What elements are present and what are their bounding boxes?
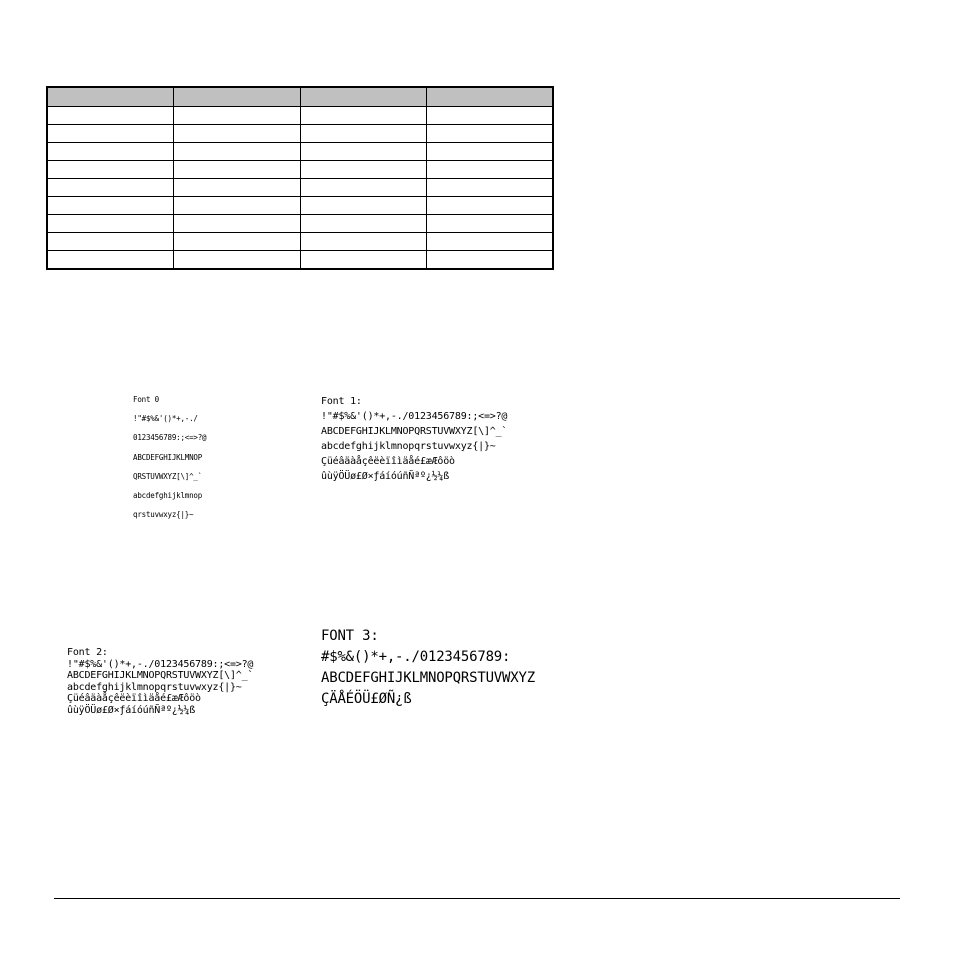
table-cell — [300, 161, 427, 179]
table-cell — [47, 215, 174, 233]
font-1-title: Font 1: — [321, 396, 362, 407]
table-cell — [427, 197, 554, 215]
font-0-sample — [133, 390, 206, 524]
table-row — [47, 107, 553, 125]
table-cell — [427, 251, 554, 270]
table-cell — [47, 179, 174, 197]
table-row — [47, 125, 553, 143]
font-2-title: Font 2: — [67, 647, 108, 658]
font-0-line: ABCDEFGHIJKLMNOP — [133, 452, 203, 462]
table-cell — [427, 107, 554, 125]
table-row — [47, 251, 553, 270]
font-2-line: ABCDEFGHIJKLMNOPQRSTUVWXYZ[\]^_` — [67, 670, 254, 681]
table-cell — [174, 161, 301, 179]
table-cell — [427, 143, 554, 161]
column-header — [174, 87, 301, 107]
table-cell — [427, 161, 554, 179]
table-cell — [47, 107, 174, 125]
table-row — [47, 179, 553, 197]
table-cell — [47, 143, 174, 161]
table-cell — [174, 251, 301, 270]
column-header — [300, 87, 427, 107]
table-cell — [300, 179, 427, 197]
table-cell — [300, 125, 427, 143]
footer-divider — [54, 898, 900, 899]
font-2-line: abcdefghijklmnopqrstuvwxyz{|}~ — [67, 681, 242, 693]
font-0-line: qrstuvwxyz{|}~ — [133, 510, 194, 520]
font-1-line: ABCDEFGHIJKLMNOPQRSTUVWXYZ[\]^_` — [321, 426, 508, 437]
font-3-line: ABCDEFGHIJKLMNOPQRSTUVWXYZ — [321, 670, 535, 686]
font-1-sample — [321, 394, 507, 484]
table-cell — [300, 143, 427, 161]
font-table — [46, 86, 554, 270]
table-cell — [174, 107, 301, 125]
table-cell — [300, 233, 427, 251]
table-cell — [427, 233, 554, 251]
table-cell — [47, 233, 174, 251]
table-cell — [300, 215, 427, 233]
table-cell — [174, 215, 301, 233]
table-cell — [174, 125, 301, 143]
font-0-title: Font 0 — [133, 395, 159, 404]
table-row — [47, 233, 553, 251]
column-header — [427, 87, 554, 107]
table-row — [47, 161, 553, 179]
font-3-sample — [321, 626, 535, 710]
table-cell — [427, 215, 554, 233]
table-cell — [300, 251, 427, 270]
table-cell — [174, 143, 301, 161]
font-2-sample — [67, 647, 253, 716]
font-3-line: ÇÄÅÉÖÜ£ØÑ¿ß — [321, 691, 412, 707]
table-cell — [427, 125, 554, 143]
font-1-line: Çüéâäàåçêëèïîìäåé£æÆôöò — [321, 456, 455, 467]
font-0-line: 0123456789:;<=>?@ — [133, 433, 207, 443]
font-1-line: !"#$%&'()*+,-./0123456789:;<=>?@ — [321, 411, 508, 422]
table-cell — [300, 107, 427, 125]
font-2-line: !"#$%&'()*+,-./0123456789:;<=>?@ — [67, 658, 254, 670]
table-row — [47, 215, 553, 233]
font-0-line: QRSTUVWXYZ[\]^_` — [133, 471, 203, 481]
column-header — [47, 87, 174, 107]
table-cell — [174, 179, 301, 197]
table-row — [47, 143, 553, 161]
table-cell — [427, 179, 554, 197]
font-3-line: #$%&()*+,-./0123456789: — [321, 649, 511, 665]
table-cell — [47, 197, 174, 215]
font-1-line: ûùÿÖÜø£Ø×ƒáíóúñÑªº¿½¼ß — [321, 471, 450, 482]
font-3-title: FONT 3: — [321, 628, 379, 644]
font-0-line: abcdefghijklmnop — [133, 491, 203, 501]
font-1-line: abcdefghijklmnopqrstuvwxyz{|}~ — [321, 441, 496, 452]
table-cell — [300, 197, 427, 215]
table-cell — [47, 125, 174, 143]
table-header-row — [47, 87, 553, 107]
table-cell — [174, 197, 301, 215]
table-cell — [47, 251, 174, 270]
table-cell — [174, 233, 301, 251]
font-2-line: ûùÿÖÜø£Ø×ƒáíóúñÑªº¿½¼ß — [67, 704, 196, 716]
table-cell — [47, 161, 174, 179]
table-row — [47, 197, 553, 215]
font-2-line: Çüéâäàåçêëèïîìäåé£æÆôöò — [67, 693, 201, 704]
font-0-line: !"#$%&'()*+,-./ — [133, 414, 198, 424]
